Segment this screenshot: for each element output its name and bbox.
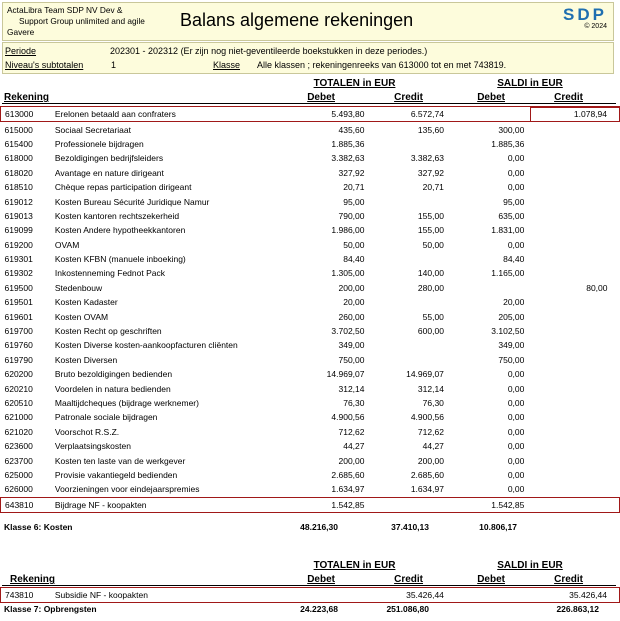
saldi-credit-header-2: Credit (554, 574, 583, 585)
totalen-credit: 327,92 (417, 167, 444, 178)
account-number: 621020 (4, 426, 33, 437)
logo-text: SDP (563, 5, 607, 24)
totalen-debet: 2.685,60 (331, 469, 365, 480)
account-name: Sociaal Secretariaat (54, 124, 131, 135)
account-row (1, 324, 620, 338)
totalen-header: TOTALEN in EUR (313, 78, 396, 89)
account-number: 619302 (4, 268, 33, 279)
company-line-2: Support Group unlimited and agile (19, 16, 145, 26)
account-name: OVAM (54, 239, 80, 250)
company-line-3: Gavere (7, 27, 35, 37)
klasse-label: Klasse (213, 60, 241, 70)
saldi-debet-header-2: Debet (477, 574, 505, 585)
account-number: 619200 (4, 239, 33, 250)
totalen-credit: 140,00 (417, 268, 444, 279)
saldo-credit (530, 122, 619, 137)
totalen-debet: 3.702,50 (331, 326, 365, 337)
account-name: Kosten Kadaster (54, 297, 118, 308)
class7-total-label: Klasse 7: Opbrengsten (4, 604, 97, 614)
account-name: Erelonen betaald aan confraters (50, 107, 288, 122)
account-row (1, 453, 620, 467)
saldo-debet: 95,00 (503, 196, 525, 207)
totalen-debet: 312,14 (338, 383, 365, 394)
company-line-1: ActaLibra Team SDP NV Dev & (7, 5, 123, 15)
account-name: Kosten kantoren rechtszekerheid (54, 210, 180, 221)
account-row (1, 194, 620, 208)
account-row (1, 238, 620, 252)
saldo-debet: 0,00 (507, 426, 525, 437)
saldo-debet: 205,00 (498, 311, 525, 322)
saldi-header: SALDI in EUR (497, 78, 563, 89)
account-row (1, 266, 620, 280)
rekening-header: Rekening (4, 92, 50, 103)
class7-total-debet: 24.223,68 (300, 604, 338, 614)
account-name: Maaltijdcheques (bijdrage werknemer) (54, 398, 199, 408)
account-number: 619700 (4, 326, 33, 337)
saldo-debet: 0,00 (507, 412, 525, 423)
account-number: 620210 (4, 383, 33, 394)
saldo-credit (530, 425, 619, 439)
account-number: 618510 (4, 182, 33, 193)
saldo-debet: 0,00 (507, 167, 525, 178)
saldo-debet: 1.885,36 (491, 138, 525, 149)
account-row (1, 367, 620, 381)
saldo-debet: 0,00 (507, 383, 525, 394)
saldo-debet: 0,00 (507, 455, 525, 466)
niveau-label: Niveau's subtotalen (5, 60, 84, 70)
account-row (1, 151, 620, 165)
account-name: Bruto bezoldigingen bedienden (54, 369, 173, 380)
report-header (2, 2, 614, 41)
saldo-debet: 0,00 (507, 398, 525, 408)
saldo-credit (530, 468, 619, 482)
totalen-credit: 55,00 (422, 311, 444, 322)
totalen-debet: 790,00 (338, 210, 365, 221)
totalen-debet: 1.885,36 (331, 138, 365, 149)
class7-total-credit: 251.086,80 (386, 604, 429, 614)
periode-label: Periode (5, 46, 37, 56)
account-number: 620510 (4, 398, 33, 408)
account-number: 619013 (4, 210, 33, 221)
saldo-credit (530, 410, 619, 424)
totalen-debet: 750,00 (338, 354, 365, 365)
saldo-debet: 349,00 (498, 340, 525, 351)
saldo-credit (530, 353, 619, 367)
saldo-debet: 1.831,00 (491, 225, 525, 236)
klasse-value: Alle klassen ; rekeningenreeks van 613000 tot en met 743819. (257, 60, 507, 70)
account-name: Inkostenneming Fednot Pack (54, 268, 165, 279)
totalen-debet-header-2: Debet (307, 574, 335, 585)
totalen-credit: 3.382,63 (410, 153, 444, 164)
totalen-credit: 76,30 (422, 398, 444, 408)
account-name: Kosten Diverse kosten-aankoopfacturen cliënten (54, 340, 238, 351)
totalen-debet: 200,00 (338, 455, 365, 466)
account-row (1, 122, 620, 137)
totalen-debet: 1.986,00 (331, 225, 365, 236)
account-number: 619500 (4, 282, 33, 293)
saldo-debet: 0,00 (507, 369, 525, 380)
totalen-credit: 50,00 (422, 239, 444, 250)
saldo-credit (530, 194, 619, 208)
account-name: Stedenbouw (54, 282, 103, 293)
saldo-debet: 750,00 (498, 354, 525, 365)
totalen-debet: 327,92 (338, 167, 365, 178)
account-number: 619301 (4, 254, 33, 265)
saldo-credit (530, 497, 619, 512)
account-name: Voorschot R.S.Z. (54, 426, 120, 437)
class6-total-debet: 48.216,30 (300, 522, 338, 532)
saldo-debet (448, 107, 530, 122)
class7-table (0, 587, 620, 603)
saldo-credit (530, 396, 619, 410)
saldi-credit-header: Credit (554, 92, 583, 103)
account-row (1, 281, 620, 295)
saldo-debet: 0,00 (507, 239, 525, 250)
account-row (1, 137, 620, 151)
totalen-credit (368, 295, 448, 309)
class6-total-credit: 37.410,13 (391, 522, 429, 532)
company-name (7, 5, 167, 38)
totalen-credit (368, 194, 448, 208)
class7-total-saldo-credit: 226.863,12 (556, 604, 599, 614)
saldo-credit (530, 252, 619, 266)
saldo-credit (530, 166, 619, 180)
totalen-debet: 712,62 (338, 426, 365, 437)
account-name: Avantage en nature dirigeant (54, 167, 164, 178)
saldi-header-2: SALDI in EUR (497, 560, 563, 571)
saldo-debet: 635,00 (498, 210, 525, 221)
account-row (1, 107, 620, 122)
saldo-debet (448, 588, 530, 603)
report-parameters (2, 42, 614, 74)
class6-total-label: Klasse 6: Kosten (4, 522, 73, 532)
totalen-credit: 44,27 (422, 441, 444, 452)
account-name: Kosten Bureau Sécurité Juridique Namur (54, 196, 210, 207)
totalen-debet: 76,30 (343, 398, 365, 408)
account-row (1, 468, 620, 482)
account-row (1, 309, 620, 323)
account-name: Voorzieningen voor eindejaarspremies (54, 484, 200, 495)
saldo-debet: 1.542,85 (448, 497, 530, 512)
saldo-credit: 1.078,94 (530, 107, 619, 122)
account-row (1, 295, 620, 309)
account-name: Kosten Recht op geschriften (54, 326, 162, 337)
rekening-header-2: Rekening (10, 574, 56, 585)
account-row (1, 588, 620, 603)
totalen-credit: 4.900,56 (410, 412, 444, 423)
saldo-credit (530, 309, 619, 323)
totalen-credit: 312,14 (417, 383, 444, 394)
niveau-value: 1 (111, 60, 117, 70)
totalen-debet: 84,40 (343, 254, 365, 265)
totalen-credit: 200,00 (417, 455, 444, 466)
account-number: 623700 (4, 455, 33, 466)
totalen-debet: 1.542,85 (288, 497, 367, 512)
saldo-credit (530, 453, 619, 467)
account-name: Provisie vakantiegeld bedienden (54, 469, 178, 480)
totalen-debet: 435,60 (338, 124, 365, 135)
saldo-debet: 84,40 (503, 254, 525, 265)
saldo-credit (530, 367, 619, 381)
saldo-credit (530, 238, 619, 252)
account-number: 643810 (1, 497, 50, 512)
account-number: 615400 (4, 138, 33, 149)
account-row (1, 396, 620, 410)
account-name: Kosten Diversen (54, 354, 118, 365)
totalen-debet: 349,00 (338, 340, 365, 351)
saldo-debet: 0,00 (507, 153, 525, 164)
account-row (1, 425, 620, 439)
account-row (1, 166, 620, 180)
saldo-credit (530, 482, 619, 497)
logo-year: © 2024 (584, 23, 607, 30)
totalen-debet: 3.382,63 (331, 153, 365, 164)
totalen-credit: 20,71 (422, 182, 444, 193)
account-name: Chèque repas participation dirigeant (54, 182, 192, 193)
account-number: 621000 (4, 412, 33, 423)
sdp-logo (563, 6, 607, 30)
totalen-credit: 14.969,07 (406, 369, 444, 380)
totalen-credit: 35.426,44 (368, 588, 448, 603)
totalen-credit: 1.634,97 (410, 484, 444, 495)
account-number: 623600 (4, 441, 33, 452)
account-row (1, 180, 620, 194)
account-number: 619012 (4, 196, 33, 207)
saldo-debet: 0,00 (507, 469, 525, 480)
totalen-credit: 712,62 (417, 426, 444, 437)
account-row (1, 209, 620, 223)
account-number: 619760 (4, 340, 33, 351)
totalen-credit: 2.685,60 (410, 469, 444, 480)
totalen-credit: 135,60 (417, 124, 444, 135)
totalen-debet: 20,71 (343, 182, 365, 193)
saldo-debet: 3.102,50 (491, 326, 525, 337)
saldo-credit (530, 295, 619, 309)
header-rule (2, 103, 616, 104)
totalen-credit: 6.572,74 (368, 107, 448, 122)
class6-table (0, 106, 620, 513)
account-row (1, 223, 620, 237)
totalen-debet: 14.969,07 (326, 369, 365, 380)
account-row (1, 482, 620, 497)
totalen-credit: 155,00 (417, 225, 444, 236)
totalen-credit (368, 137, 448, 151)
account-number: 619501 (4, 297, 33, 308)
saldo-credit (530, 324, 619, 338)
account-name: Kosten KFBN (manuele inboeking) (54, 254, 186, 265)
saldo-debet: 300,00 (498, 124, 525, 135)
totalen-debet: 260,00 (338, 311, 365, 322)
account-name: Voordelen in natura bedienden (54, 383, 171, 394)
account-number: 615000 (4, 124, 33, 135)
account-number: 620200 (4, 369, 33, 380)
totalen-credit (368, 252, 448, 266)
saldo-credit (530, 266, 619, 280)
totalen-debet: 44,27 (343, 441, 365, 452)
saldo-credit: 80,00 (586, 282, 608, 293)
saldo-debet: 1.165,00 (491, 268, 525, 279)
account-row (1, 497, 620, 512)
totalen-debet-header: Debet (307, 92, 335, 103)
account-name: Kosten ten laste van de werkgever (54, 455, 186, 466)
account-row (1, 338, 620, 352)
totalen-credit (368, 353, 448, 367)
account-number: 625000 (4, 469, 33, 480)
saldo-credit (530, 439, 619, 453)
saldo-credit (530, 180, 619, 194)
totalen-credit (368, 338, 448, 352)
periode-value: 202301 - 202312 (Er zijn nog niet-geventileerde boekstukken in deze periodes.) (110, 46, 428, 56)
totalen-debet (288, 588, 367, 603)
saldo-credit (530, 223, 619, 237)
totalen-debet: 4.900,56 (331, 412, 365, 423)
totalen-header-2: TOTALEN in EUR (313, 560, 396, 571)
account-number: 613000 (1, 107, 50, 122)
account-number: 619601 (4, 311, 33, 322)
totalen-credit: 155,00 (417, 210, 444, 221)
account-name: Bijdrage NF - koopakten (50, 497, 288, 512)
account-number: 626000 (4, 484, 33, 495)
totalen-debet: 1.305,00 (331, 268, 365, 279)
account-row (1, 252, 620, 266)
saldo-credit (530, 137, 619, 151)
account-number: 618020 (4, 167, 33, 178)
totalen-debet: 200,00 (338, 282, 365, 293)
account-name: Kosten OVAM (54, 311, 109, 322)
saldo-debet: 0,00 (507, 484, 525, 495)
account-name: Subsidie NF - koopakten (50, 588, 288, 603)
totalen-debet: 1.634,97 (331, 484, 365, 495)
saldo-credit (530, 338, 619, 352)
saldo-credit (530, 209, 619, 223)
account-row (1, 439, 620, 453)
totalen-credit-header: Credit (394, 92, 423, 103)
totalen-debet: 5.493,80 (288, 107, 367, 122)
account-row (1, 353, 620, 367)
saldo-credit (530, 381, 619, 395)
account-name: Professionele bijdragen (54, 138, 144, 149)
totalen-debet: 95,00 (343, 196, 365, 207)
account-number: 743810 (1, 588, 50, 603)
report-title: Balans algemene rekeningen (180, 10, 414, 30)
totalen-credit: 600,00 (417, 326, 444, 337)
saldi-debet-header: Debet (477, 92, 505, 103)
account-number: 619099 (4, 225, 33, 236)
class6-total-saldo-debet: 10.806,17 (479, 522, 517, 532)
saldo-debet: 0,00 (507, 182, 525, 193)
saldo-debet: 0,00 (507, 441, 525, 452)
header-rule-2 (2, 585, 616, 586)
account-name: Patronale sociale bijdragen (54, 412, 158, 423)
totalen-credit-header-2: Credit (394, 574, 423, 585)
totalen-debet: 50,00 (343, 239, 365, 250)
saldo-credit: 35.426,44 (530, 588, 619, 603)
totalen-credit (368, 497, 448, 512)
account-name: Bezoldigingen bedrijfsleiders (54, 153, 164, 164)
saldo-debet: 20,00 (503, 297, 525, 308)
account-number: 619790 (4, 354, 33, 365)
account-number: 618000 (4, 153, 33, 164)
account-row (1, 410, 620, 424)
account-name: Kosten Andere hypotheekkantoren (54, 225, 186, 236)
totalen-debet: 20,00 (343, 297, 365, 308)
account-row (1, 381, 620, 395)
saldo-credit (530, 151, 619, 165)
account-name: Verplaatsingskosten (54, 441, 131, 452)
totalen-credit: 280,00 (417, 282, 444, 293)
saldo-debet (448, 281, 530, 295)
